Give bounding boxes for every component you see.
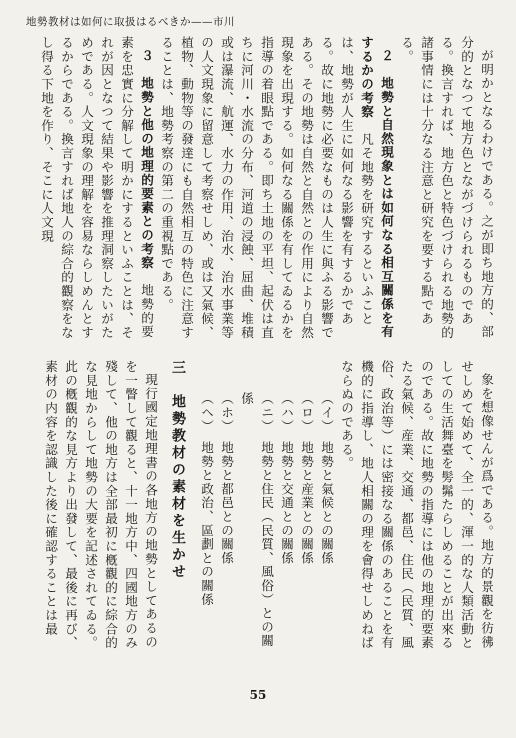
running-head: 地勢教材は如何に取扱はるべきか——市川 — [26, 16, 235, 28]
list-item: （ハ） 地勢と交通との關係 — [279, 391, 294, 565]
list-item: （ヘ） 地勢と政治、區劃との關係 — [199, 391, 214, 606]
paragraph: が明かとなるわけである。之が即ち地方的、部分的となつて地方色とながづけられるものである。換言すれば、地方色と特色づけられる地勢的諸事情には十分なる注意と研究を要する點である。 — [399, 36, 494, 340]
section-heading: 三 地勢教材の素材を生かせ — [170, 360, 186, 581]
lower-text-block — [28, 360, 496, 660]
page-number: 55 — [249, 688, 267, 702]
list-item: （ロ） 地勢と産業との關係 — [299, 391, 314, 565]
paragraph: 現行國定地理書の各地方の地勢としてあるのを一瞥して觀ると、十一地方中、四國地方のみ殘して、他の地方は全部最初に槪觀的に綜合的な見地からして地勢の大要を記述されてゐる。此の槪觀的な見方より出發して、最後に再び、素材の内容を認識した後に確認することは最 — [43, 360, 158, 650]
subheading-label: ２ 地勢と自然現象とは如何なる相互關係を有するかの考察 — [359, 36, 394, 339]
heading-paragraph — [156, 36, 396, 344]
paragraph: 象を想像せんが爲である。地方的景觀を彷彿せしめて始めて、全一的、渾一的な人類活動としての生活舞臺を髣髴たらしめることが出來るのである。故に地勢の指導には他の地理的要素たる氣候、産業、交通、都邑、住民（民質、風俗、政治等）には密接なる關係のあることを有機的に指導し、地人相關の理を會得せしめねばならぬのである。 — [339, 360, 494, 650]
heading-paragraph — [36, 36, 156, 344]
paragraph-text: 地勢的要素を忠實に分解して明かにするといふことは、それが因となつて結果や影響を推理洞察したいがためである。人文現象の理解を容易ならしめんとするからである。換言すれば地人の綜合的觀察をなし得る下地を作り、そこに人文現 — [39, 36, 154, 340]
list-item: （ニ） 地勢と住民（民質、風俗）との關係 — [239, 391, 274, 648]
list-item: （ホ） 地勢と都邑との關係 — [219, 391, 234, 565]
paragraph-text: 凡そ地勢を研究するといふことは、地勢が人生に如何なる影響を有するかである。故に地勢に必要なものは人生に與ふる影響である。その地勢は自然と自然との作用により自然現象を出現する。如何なる關係を有してゐるかを指導の着眼點である。即ち土地の平坦、起伏は直ちに河川・水流の分布、河道の浸蝕、屈曲、堆積或は瀑流、航運、水力の作用、治水、治水事業等の人文現象に留意して考察せしめ、或は又氣候、植物、動物等の發達にも自然相互の特色に注意することは、地勢考察の第二の重視點である。 — [159, 36, 374, 340]
list-item: （イ） 地勢と氣候との關係 — [319, 391, 334, 565]
upper-text-block — [28, 36, 496, 344]
subheading-label: ３ 地勢と他の地理的要素との考察 — [139, 48, 154, 270]
